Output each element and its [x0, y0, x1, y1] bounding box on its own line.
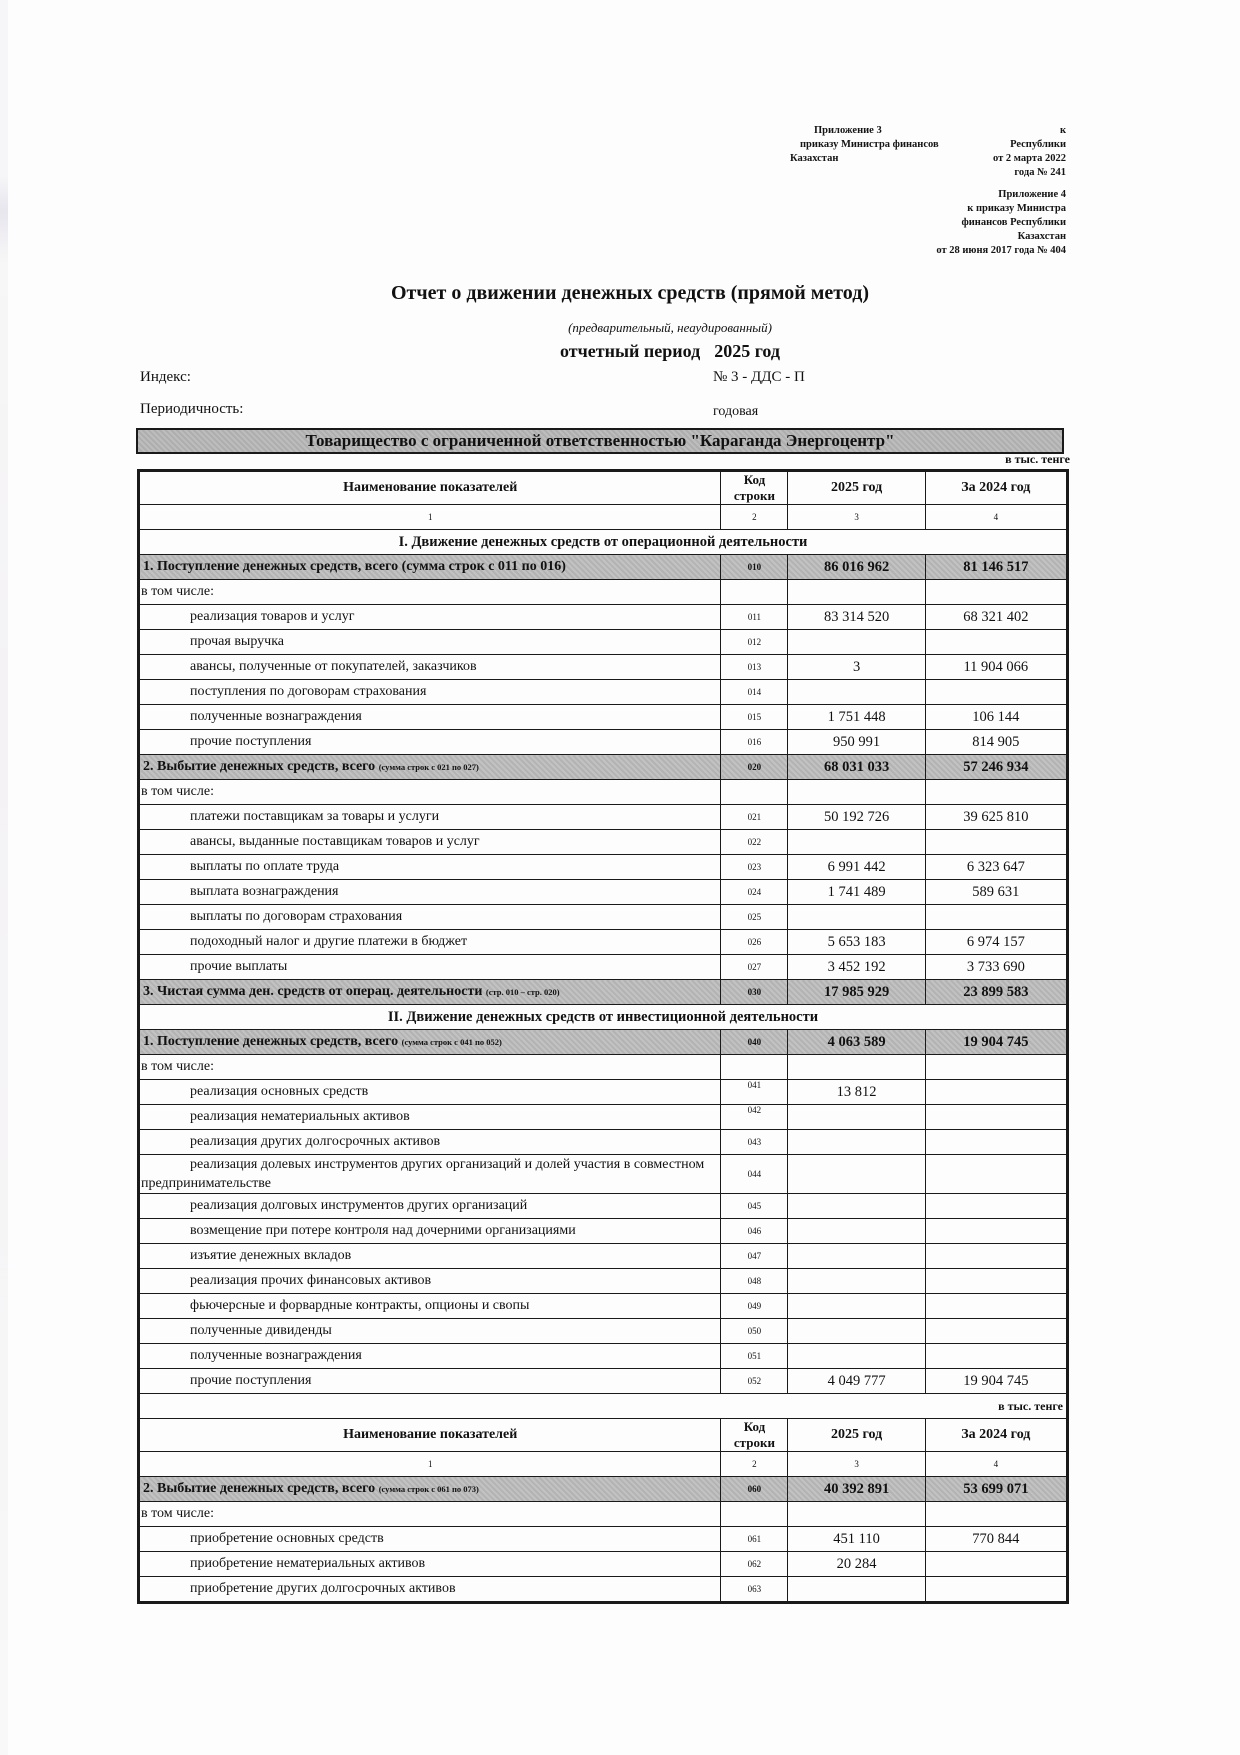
appendix-line: Приложение 3	[814, 125, 882, 136]
empty-cell	[925, 1055, 1067, 1080]
in-which-label: в том числе:	[139, 1055, 721, 1080]
row-code: 047	[721, 1244, 788, 1269]
table-row	[139, 1552, 1068, 1577]
table-row	[139, 930, 1068, 955]
value-2024: 106 144	[925, 705, 1067, 730]
value-2025	[788, 1319, 925, 1344]
row-name	[139, 1477, 721, 1502]
col-number: 2	[721, 505, 788, 530]
row-code: 020	[721, 755, 788, 780]
table-row	[139, 1294, 1068, 1319]
value-2024	[925, 1080, 1067, 1105]
value-2025	[788, 905, 925, 930]
value-2025	[788, 1244, 925, 1269]
value-2024: 53 699 071	[925, 1477, 1067, 1502]
row-name: реализация долговых инструментов других организаций	[139, 1194, 721, 1219]
row-name: реализация товаров и услуг	[139, 605, 721, 630]
row-code: 014	[721, 680, 788, 705]
row-name: платежи поставщикам за товары и услуги	[139, 805, 721, 830]
row-code: 048	[721, 1269, 788, 1294]
value-2024	[925, 1194, 1067, 1219]
row-name: авансы, полученные от покупателей, заказчиков	[139, 655, 721, 680]
value-2025: 83 314 520	[788, 605, 925, 630]
value-2024	[925, 830, 1067, 855]
row-name: полученные вознаграждения	[139, 1344, 721, 1369]
col-header-code: Код строки	[721, 1419, 788, 1452]
value-2024: 6 974 157	[925, 930, 1067, 955]
col-number: 1	[139, 1452, 721, 1477]
unit-label: в тыс. тенге	[1005, 452, 1070, 466]
row-code: 062	[721, 1552, 788, 1577]
table-row	[139, 1369, 1068, 1394]
value-2025: 50 192 726	[788, 805, 925, 830]
value-2025	[788, 1269, 925, 1294]
scan-edge-artifact	[0, 0, 8, 1755]
value-2024: 57 246 934	[925, 755, 1067, 780]
value-2025: 1 751 448	[788, 705, 925, 730]
row-name: выплаты по договорам страхования	[139, 905, 721, 930]
table-row	[139, 1219, 1068, 1244]
table-row	[139, 1244, 1068, 1269]
row-code: 052	[721, 1369, 788, 1394]
row-code: 042	[721, 1105, 788, 1130]
table-row	[139, 1577, 1068, 1603]
table-row	[139, 705, 1068, 730]
row-name: реализация долевых инструментов других организаций и долей участия в совместном предпринимательстве	[139, 1155, 721, 1194]
value-2024	[925, 680, 1067, 705]
section-row	[139, 1005, 1068, 1030]
row-name: полученные дивиденды	[139, 1319, 721, 1344]
appendix-line: Приложение 4	[998, 189, 1066, 200]
row-note: (сумма строк с 041 по 052)	[401, 1037, 502, 1047]
value-2025	[788, 1194, 925, 1219]
value-2024: 19 904 745	[925, 1030, 1067, 1055]
row-name-text: 2. Выбытие денежных средств, всего	[143, 1481, 376, 1496]
value-2025	[788, 830, 925, 855]
row-name: подоходный налог и другие платежи в бюджет	[139, 930, 721, 955]
col-number: 2	[721, 1452, 788, 1477]
table-row	[139, 855, 1068, 880]
in-which-row	[139, 780, 1068, 805]
table-header-row	[139, 471, 1068, 505]
table-row	[139, 1155, 1068, 1194]
value-2025	[788, 1294, 925, 1319]
row-name: авансы, выданные поставщикам товаров и услуг	[139, 830, 721, 855]
row-name: реализация прочих финансовых активов	[139, 1269, 721, 1294]
value-2024: 770 844	[925, 1527, 1067, 1552]
row-name: изъятие денежных вкладов	[139, 1244, 721, 1269]
column-number-row	[139, 505, 1068, 530]
table-row	[139, 1527, 1068, 1552]
table-row	[139, 605, 1068, 630]
total-row	[139, 555, 1068, 580]
value-2024	[925, 1577, 1067, 1603]
company-banner: Товарищество с ограниченной ответственностью "Караганда Энергоцентр"	[136, 428, 1064, 454]
row-name: реализация других долгосрочных активов	[139, 1130, 721, 1155]
row-code: 010	[721, 555, 788, 580]
section-title: I. Движение денежных средств от операционной деятельности	[139, 530, 1068, 555]
appendix-line: Казахстан	[790, 153, 839, 164]
value-2024: 3 733 690	[925, 955, 1067, 980]
col-header-name: Наименование показателей	[139, 1419, 721, 1452]
in-which-label: в том числе:	[139, 580, 721, 605]
row-name: приобретение других долгосрочных активов	[139, 1577, 721, 1603]
value-2024	[925, 1130, 1067, 1155]
col-header-2024: За 2024 год	[925, 471, 1067, 505]
row-code: 011	[721, 605, 788, 630]
row-code: 046	[721, 1219, 788, 1244]
value-2024	[925, 1244, 1067, 1269]
index-label: Индекс:	[140, 369, 191, 385]
row-name: реализация нематериальных активов	[139, 1105, 721, 1130]
row-code: 041	[721, 1080, 788, 1105]
appendix-3-left	[790, 124, 970, 166]
empty-cell	[721, 1502, 788, 1527]
row-note: (сумма строк с 061 по 073)	[378, 1484, 479, 1494]
appendix-line: Республики	[1010, 139, 1066, 150]
table-row	[139, 680, 1068, 705]
row-code: 023	[721, 855, 788, 880]
row-code: 044	[721, 1155, 788, 1194]
table-row	[139, 1130, 1068, 1155]
value-2025: 13 812	[788, 1080, 925, 1105]
table-row	[139, 1319, 1068, 1344]
row-name-text: 1. Поступление денежных средств, всего	[143, 1034, 399, 1049]
value-2024	[925, 1269, 1067, 1294]
cash-flow-table	[137, 469, 1069, 1604]
report-subtitle: (предварительный, неаудированный)	[568, 320, 772, 335]
col-number: 4	[925, 1452, 1067, 1477]
in-which-row	[139, 1502, 1068, 1527]
value-2024	[925, 1552, 1067, 1577]
row-code: 026	[721, 930, 788, 955]
appendix-4	[900, 188, 1066, 258]
table-row	[139, 1105, 1068, 1130]
row-name: реализация основных средств	[139, 1080, 721, 1105]
appendix-line: от 28 июня 2017 года № 404	[936, 245, 1066, 256]
value-2025	[788, 630, 925, 655]
empty-cell	[721, 1055, 788, 1080]
in-which-row	[139, 1055, 1068, 1080]
value-2025	[788, 680, 925, 705]
section-title: II. Движение денежных средств от инвестиционной деятельности	[139, 1005, 1068, 1030]
table-row	[139, 730, 1068, 755]
col-header-2025: 2025 год	[788, 471, 925, 505]
total-row	[139, 1030, 1068, 1055]
value-2025: 4 049 777	[788, 1369, 925, 1394]
table-row	[139, 1269, 1068, 1294]
in-which-label: в том числе:	[139, 1502, 721, 1527]
in-which-label: в том числе:	[139, 780, 721, 805]
row-code: 030	[721, 980, 788, 1005]
row-code: 040	[721, 1030, 788, 1055]
section-row	[139, 530, 1068, 555]
unit-label: в тыс. тенге	[139, 1394, 1068, 1419]
appendix-line: к приказу Министра	[967, 203, 1066, 214]
period-year: 2025 год	[714, 341, 781, 361]
table-row	[139, 1194, 1068, 1219]
in-which-row	[139, 580, 1068, 605]
row-code: 021	[721, 805, 788, 830]
col-number: 1	[139, 505, 721, 530]
value-2025: 17 985 929	[788, 980, 925, 1005]
empty-cell	[788, 1055, 925, 1080]
empty-cell	[788, 780, 925, 805]
total-row	[139, 755, 1068, 780]
report-title: Отчет о движении денежных средств (прямой метод)	[390, 282, 870, 304]
table-row	[139, 805, 1068, 830]
empty-cell	[925, 780, 1067, 805]
row-code: 016	[721, 730, 788, 755]
col-header-2025: 2025 год	[788, 1419, 925, 1452]
row-code: 022	[721, 830, 788, 855]
value-2025: 4 063 589	[788, 1030, 925, 1055]
empty-cell	[925, 1502, 1067, 1527]
value-2024	[925, 1319, 1067, 1344]
value-2025: 3	[788, 655, 925, 680]
value-2025: 5 653 183	[788, 930, 925, 955]
table-row	[139, 880, 1068, 905]
row-note: (стр. 010 – стр. 020)	[485, 987, 560, 997]
col-header-2024: За 2024 год	[925, 1419, 1067, 1452]
appendix-line: финансов Республики	[961, 217, 1066, 228]
row-name: полученные вознаграждения	[139, 705, 721, 730]
col-number: 4	[925, 505, 1067, 530]
empty-cell	[788, 580, 925, 605]
value-2024	[925, 1344, 1067, 1369]
periodicity-label: Периодичность:	[140, 401, 244, 417]
row-code: 043	[721, 1130, 788, 1155]
value-2025: 86 016 962	[788, 555, 925, 580]
value-2025	[788, 1130, 925, 1155]
row-name: фьючерсные и форвардные контракты, опционы и свопы	[139, 1294, 721, 1319]
value-2024	[925, 1105, 1067, 1130]
appendix-line: Казахстан	[1017, 231, 1066, 242]
table-row	[139, 1080, 1068, 1105]
row-name: выплаты по оплате труда	[139, 855, 721, 880]
table-row	[139, 905, 1068, 930]
value-2025: 950 991	[788, 730, 925, 755]
value-2025: 3 452 192	[788, 955, 925, 980]
col-number: 3	[788, 1452, 925, 1477]
value-2024: 68 321 402	[925, 605, 1067, 630]
row-name: прочие выплаты	[139, 955, 721, 980]
row-name: приобретение нематериальных активов	[139, 1552, 721, 1577]
row-code: 049	[721, 1294, 788, 1319]
appendix-line: года № 241	[1014, 167, 1066, 178]
row-code: 012	[721, 630, 788, 655]
row-name	[139, 755, 721, 780]
value-2025: 1 741 489	[788, 880, 925, 905]
value-2025	[788, 1219, 925, 1244]
period-label: отчетный период	[559, 341, 701, 361]
appendix-3-right	[960, 124, 1066, 180]
value-2024	[925, 1219, 1067, 1244]
row-code: 060	[721, 1477, 788, 1502]
table-row	[139, 830, 1068, 855]
row-code: 013	[721, 655, 788, 680]
row-name	[139, 980, 721, 1005]
value-2025	[788, 1344, 925, 1369]
value-2024: 814 905	[925, 730, 1067, 755]
table-row	[139, 655, 1068, 680]
value-2025: 6 991 442	[788, 855, 925, 880]
row-note: (сумма строк с 021 по 027)	[378, 762, 479, 772]
value-2025	[788, 1577, 925, 1603]
value-2024	[925, 1294, 1067, 1319]
row-name: приобретение основных средств	[139, 1527, 721, 1552]
total-row	[139, 980, 1068, 1005]
row-code: 015	[721, 705, 788, 730]
value-2025: 20 284	[788, 1552, 925, 1577]
row-name: поступления по договорам страхования	[139, 680, 721, 705]
value-2024	[925, 1155, 1067, 1194]
col-number: 3	[788, 505, 925, 530]
row-code: 051	[721, 1344, 788, 1369]
col-header-name: Наименование показателей	[139, 471, 721, 505]
value-2024: 589 631	[925, 880, 1067, 905]
value-2024	[925, 905, 1067, 930]
empty-cell	[721, 780, 788, 805]
row-name-text: 2. Выбытие денежных средств, всего	[143, 759, 376, 774]
table-row	[139, 955, 1068, 980]
periodicity-value: годовая	[713, 404, 759, 419]
value-2024: 19 904 745	[925, 1369, 1067, 1394]
total-row	[139, 1477, 1068, 1502]
row-code: 024	[721, 880, 788, 905]
row-name	[139, 1030, 721, 1055]
value-2024	[925, 630, 1067, 655]
empty-cell	[788, 1502, 925, 1527]
value-2024: 81 146 517	[925, 555, 1067, 580]
row-name: возмещение при потере контроля над дочерними организациями	[139, 1219, 721, 1244]
appendix-line: приказу Министра финансов	[800, 139, 939, 150]
table-row	[139, 630, 1068, 655]
col-header-code: Код строки	[721, 471, 788, 505]
row-name-text: 3. Чистая сумма ден. средств от операц. деятельности	[143, 984, 483, 999]
value-2025: 40 392 891	[788, 1477, 925, 1502]
appendix-line: к	[1059, 125, 1066, 136]
row-code: 025	[721, 905, 788, 930]
unit-row	[139, 1394, 1068, 1419]
value-2025	[788, 1105, 925, 1130]
row-name: выплата вознаграждения	[139, 880, 721, 905]
row-code: 045	[721, 1194, 788, 1219]
row-name: прочая выручка	[139, 630, 721, 655]
value-2024: 11 904 066	[925, 655, 1067, 680]
table-header-row	[139, 1419, 1068, 1452]
empty-cell	[925, 580, 1067, 605]
empty-cell	[721, 580, 788, 605]
row-code: 061	[721, 1527, 788, 1552]
reporting-period	[0, 341, 1240, 362]
value-2025: 68 031 033	[788, 755, 925, 780]
row-name: прочие поступления	[139, 1369, 721, 1394]
value-2024: 6 323 647	[925, 855, 1067, 880]
value-2024: 39 625 810	[925, 805, 1067, 830]
appendix-line: от 2 марта 2022	[993, 153, 1066, 164]
value-2025	[788, 1155, 925, 1194]
row-name: прочие поступления	[139, 730, 721, 755]
value-2024: 23 899 583	[925, 980, 1067, 1005]
row-code: 050	[721, 1319, 788, 1344]
row-code: 027	[721, 955, 788, 980]
index-value: № 3 - ДДС - П	[713, 369, 805, 385]
column-number-row	[139, 1452, 1068, 1477]
row-name: 1. Поступление денежных средств, всего (сумма строк с 011 по 016)	[139, 555, 721, 580]
value-2025: 451 110	[788, 1527, 925, 1552]
row-code: 063	[721, 1577, 788, 1603]
table-row	[139, 1344, 1068, 1369]
